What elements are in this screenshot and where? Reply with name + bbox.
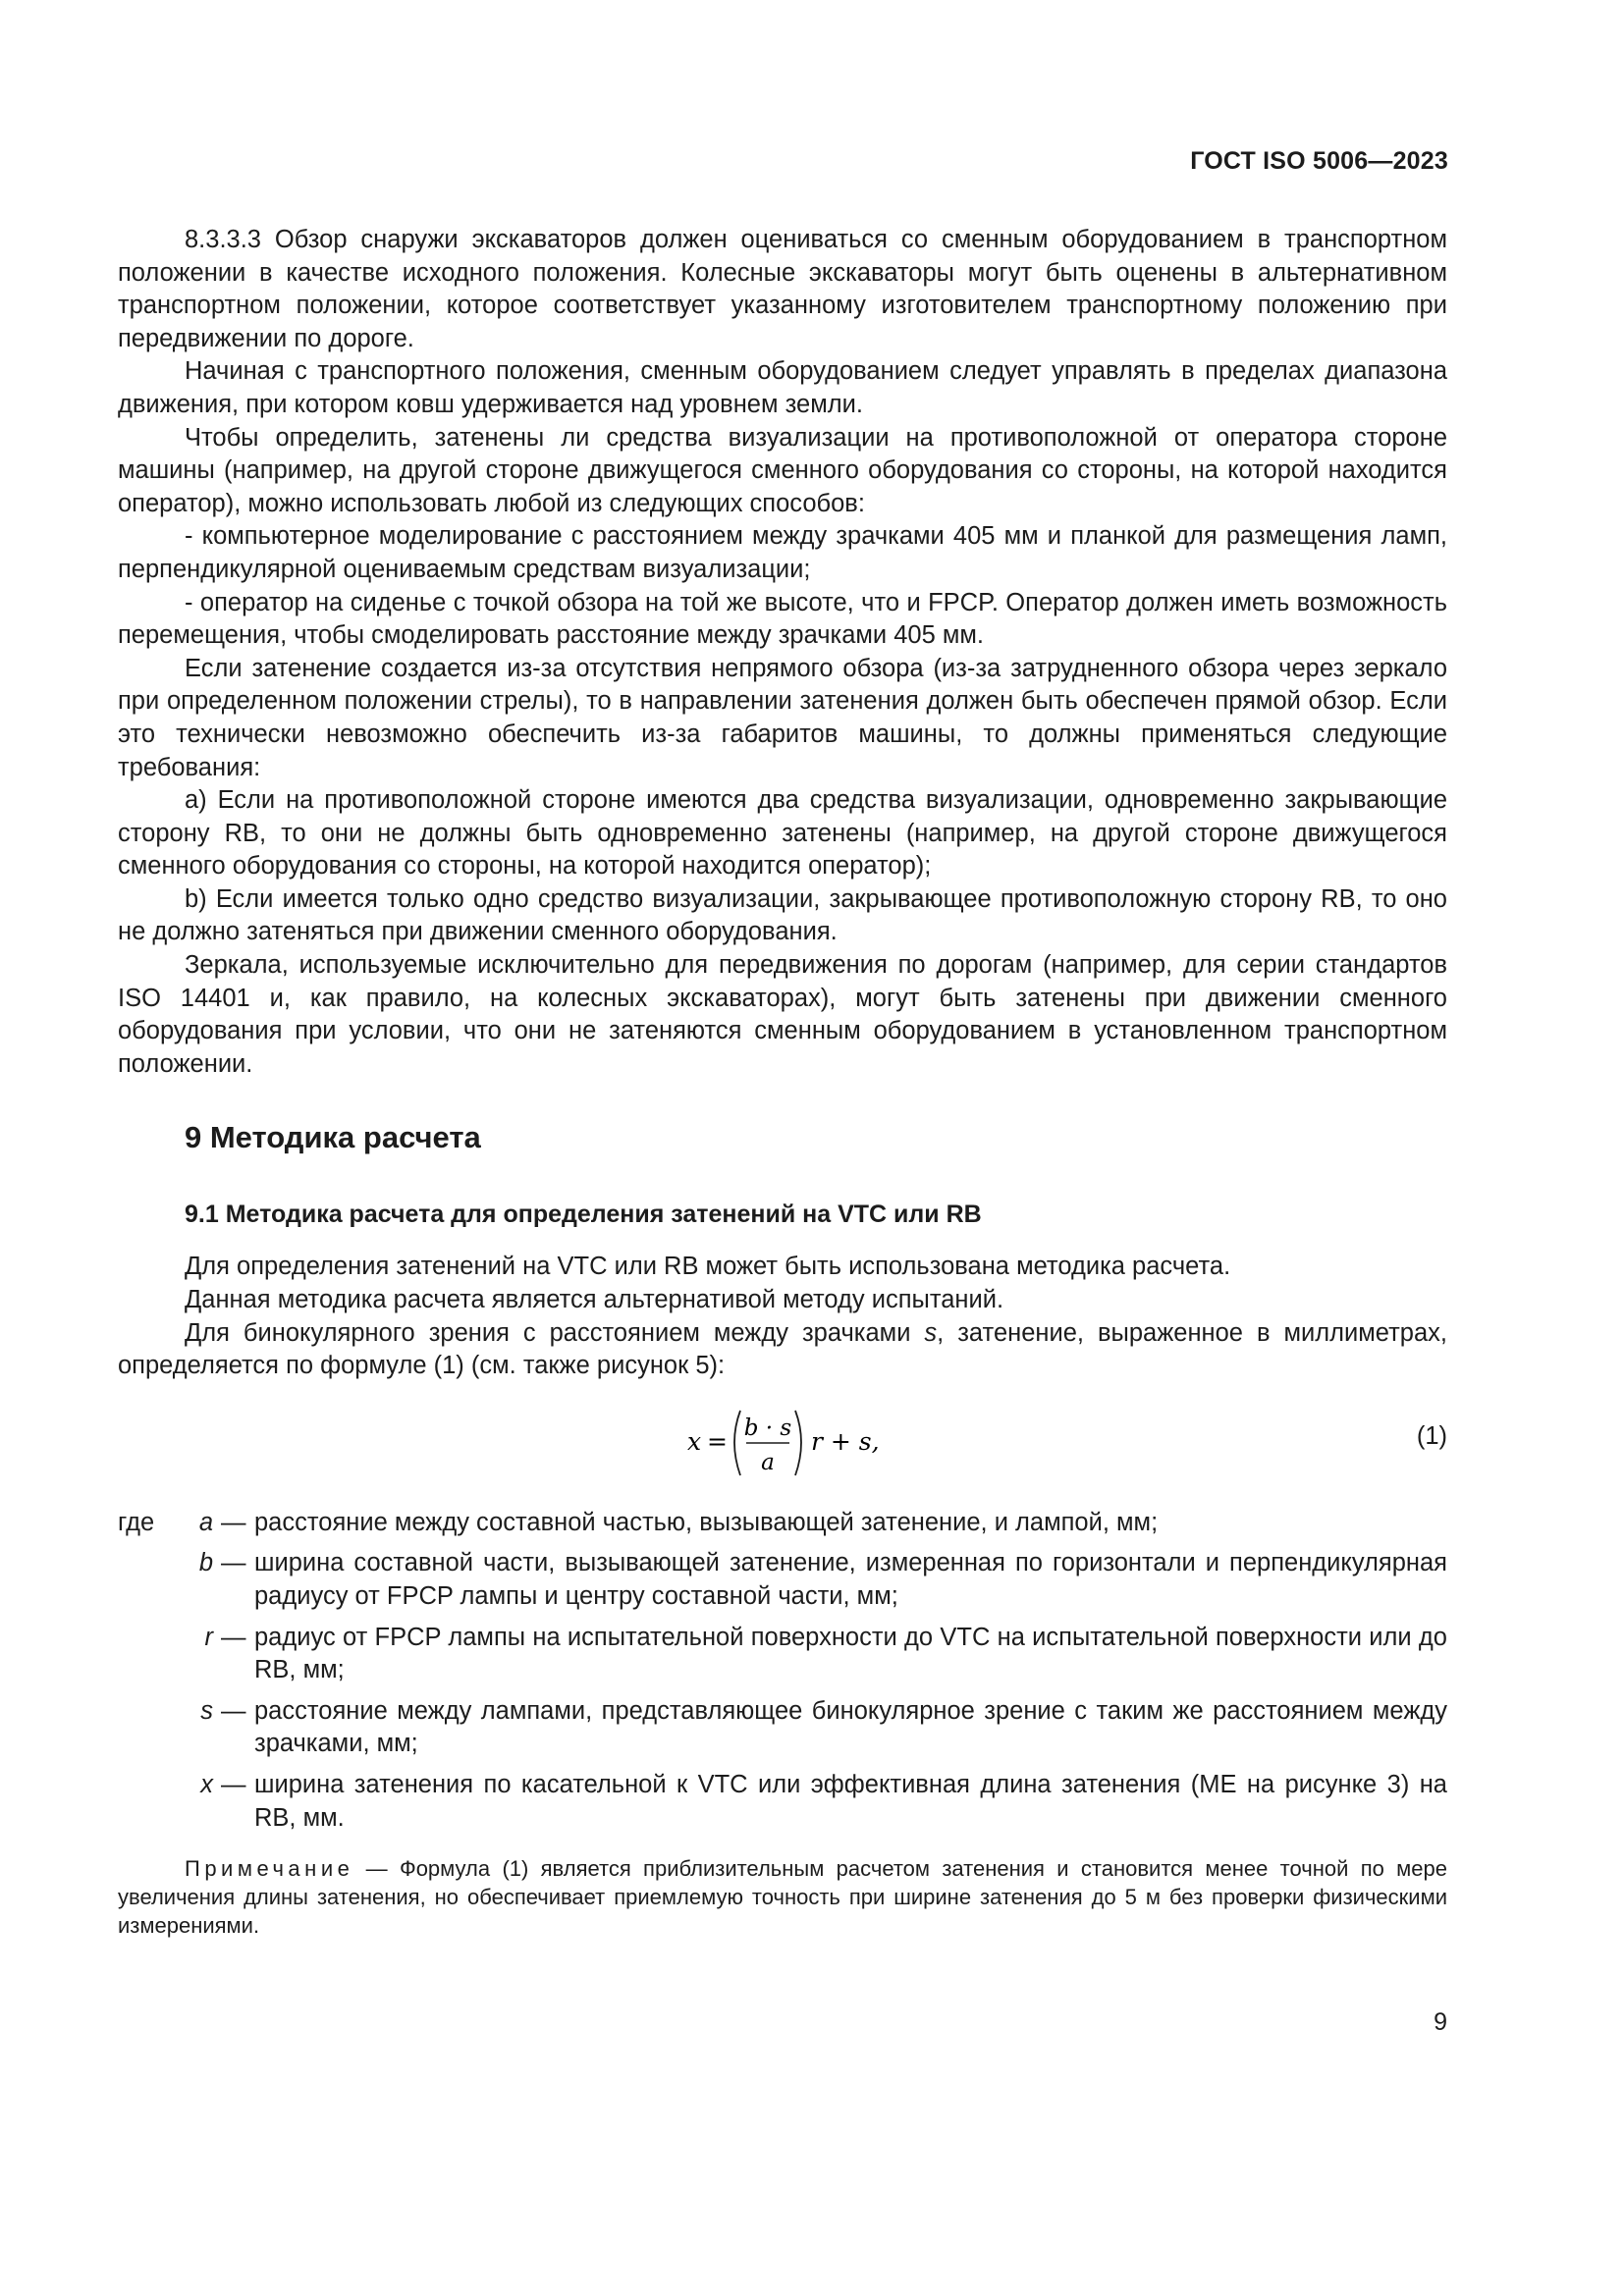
definition-symbol: b: [198, 1549, 213, 1577]
formula-block: [118, 1401, 1447, 1499]
definition-dash: —: [221, 1696, 246, 1725]
formula-tail: r + s,: [811, 1426, 880, 1456]
definition-dash: —: [221, 1770, 246, 1798]
section-heading: 9 Методика расчета: [185, 1120, 481, 1155]
left-paren: [734, 1411, 740, 1475]
definition-symbol: r: [204, 1623, 213, 1651]
definition-text: радиус от FPCP лампы на испытательной поверхности до VTC на испытательной поверхности или до RB, мм;: [254, 1623, 1447, 1684]
paragraph: Данная методика расчета является альтернативой методу испытаний.: [185, 1286, 1004, 1314]
definition-text: ширина затенения по касательной к VTC или эффективная длина затенения (МЕ на рисунке 3) на RB, мм.: [254, 1770, 1447, 1832]
list-item: - оператор на сиденье с точкой обзора на той же высоте, что и FPCP. Оператор должен иметь возможность перемещения, чтобы смоделировать расстояние между зрачками 405 мм.: [118, 588, 1447, 650]
formula-numerator: b · s: [743, 1415, 792, 1441]
formula-denominator: a: [761, 1449, 775, 1475]
formula-number: (1): [1416, 1421, 1447, 1450]
definition-symbol: x: [200, 1770, 213, 1798]
document-header: ГОСТ ISO 5006—2023: [1190, 147, 1448, 175]
paragraph: Чтобы определить, затенены ли средства визуализации на противоположной от оператора стороне машины (например, на другой стороне движущегося сменного оборудования со стороны, на которой находится оператор), можно использовать любой из следующих способов:: [118, 423, 1447, 517]
definition-row: [118, 1622, 1447, 1687]
list-item: b) Если имеется только одно средство визуализации, закрывающее противоположную сторону RB, то оно не должно затеняться при движении сменного оборудования.: [118, 884, 1447, 946]
inline-symbol: s: [924, 1318, 938, 1347]
note-text: — Формула (1) является приблизительным расчетом затенения и становится менее точной по мере увеличения длины затенения, но обеспечивает приемлемую точность при ширине затенения до 5 м без проверки физическими измерениями.: [118, 1856, 1447, 1939]
subsection-heading: 9.1 Методика расчета для определения затенений на VTC или RB: [185, 1201, 982, 1229]
paragraph: Для определения затенений на VTC или RB может быть использована методика расчета.: [185, 1253, 1231, 1281]
right-paren: [795, 1411, 801, 1475]
definition-text: расстояние между лампами, представляющее бинокулярное зрение с таким же расстоянием между зрачками, мм;: [254, 1696, 1447, 1758]
formula-eq: =: [707, 1426, 728, 1456]
definition-text: расстояние между составной частью, вызывающей затенение, и лампой, мм;: [254, 1508, 1159, 1536]
list-item: - компьютерное моделирование с расстоянием между зрачками 405 мм и планкой для размещения ламп, перпендикулярной оцениваемым средствам визуализации;: [118, 522, 1447, 583]
definition-text: ширина составной части, вызывающей затенение, измеренная по горизонтали и перпендикулярная радиусу от FPCP лампы и центру составной части, мм;: [254, 1549, 1447, 1610]
note-label: Примечание: [185, 1856, 354, 1882]
definition-row: [118, 1547, 1447, 1613]
list-item: a) Если на противоположной стороне имеются два средства визуализации, одновременно закрывающие сторону RB, то они не должны быть одновременно затенены (например, на другой стороне движущегося сменного оборудования со стороны, на которой находится оператор);: [118, 786, 1447, 881]
paragraph: Для бинокулярного зрения с расстоянием между зрачками s, затенение, выраженное в миллиметрах, определяется по формуле (1) (см. также рисунок 5):: [118, 1318, 1447, 1380]
note: [118, 1854, 1447, 1940]
paragraph: Зеркала, используемые исключительно для передвижения по дорогам (например, для серии стандартов ISO 14401 и, как правило, на колесных экскаваторах), могут быть затенены при движении сменного оборудования при условии, что они не затеняются сменным оборудованием в установленном транспортном положении.: [118, 951, 1447, 1078]
definition-row: [118, 1507, 1447, 1540]
definition-dash: —: [221, 1549, 246, 1577]
paragraph: Если затенение создается из-за отсутствия непрямого обзора (из-за затрудненного обзора через зеркало при определенном положении стрелы), то в направлении затенения должен быть обеспечен прямой обзор. Если это технически невозможно обеспечить из-за габаритов машины, то должны применяться следующие требования:: [118, 654, 1447, 781]
formula-lhs: x: [687, 1426, 702, 1456]
definition-symbol: s: [200, 1696, 213, 1725]
definition-dash: —: [221, 1623, 246, 1651]
definitions-prefix: где: [118, 1508, 155, 1536]
page-number: 9: [1434, 2008, 1447, 2036]
formula-graphic: [687, 1403, 903, 1483]
page-body: [118, 224, 1447, 1940]
definition-dash: —: [221, 1508, 246, 1536]
paragraph: 8.3.3.3 Обзор снаружи экскаваторов должен оцениваться со сменным оборудованием в транспортном положении в качестве исходного положения. Колесные экскаваторы могут быть оценены в альтернативном транспортном положении, которое соответствует указанному изготовителем транспортному положению при передвижении по дороге.: [118, 226, 1447, 352]
definition-row: [118, 1695, 1447, 1761]
definition-symbol: a: [198, 1508, 213, 1536]
paragraph: Начиная с транспортного положения, сменным оборудованием следует управлять в пределах диапазона движения, при котором ковш удерживается над уровнем земли.: [118, 357, 1447, 418]
formula: [687, 1403, 903, 1483]
definition-row: [118, 1769, 1447, 1835]
variable-definitions: [118, 1507, 1447, 1835]
